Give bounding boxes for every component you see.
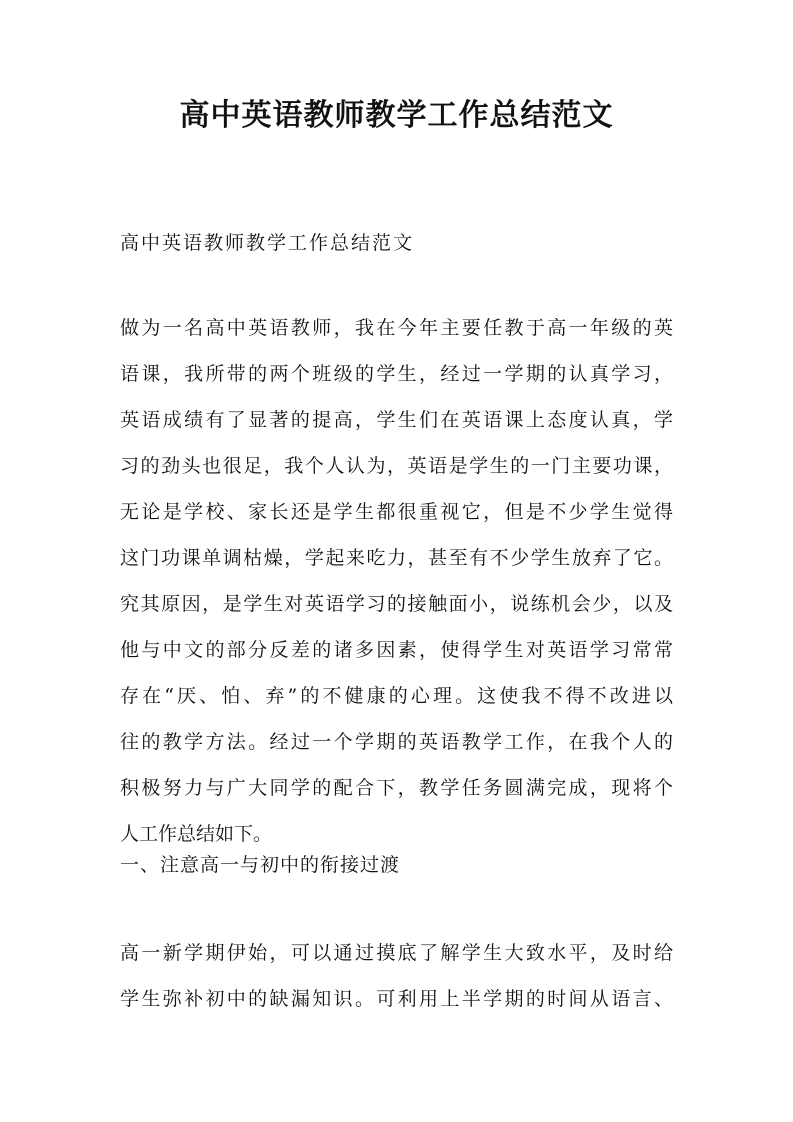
paragraph-line: 无论是学校、家长还是学生都很重视它，但是不少学生觉得: [120, 501, 673, 523]
paragraph-line: 人工作总结如下。: [120, 823, 273, 845]
section-heading: 一、注意高一与初中的衔接过渡: [120, 854, 401, 876]
paragraph-line: 往的教学方法。经过一个学期的英语教学工作，在我个人的: [120, 731, 673, 753]
paragraph-line: 英语成绩有了显著的提高，学生们在英语课上态度认真，学: [120, 409, 673, 431]
paragraph-section-one: [120, 930, 673, 1022]
paragraph-line: 这门功课单调枯燥，学起来吃力，甚至有不少学生放弃了它。: [120, 547, 673, 569]
paragraph-line: 他与中文的部分反差的诸多因素，使得学生对英语学习常常: [120, 639, 673, 661]
paragraph-line: 习的劲头也很足，我个人认为，英语是学生的一门主要功课，: [120, 455, 673, 477]
paragraph-line: 积极努力与广大同学的配合下，教学任务圆满完成，现将个: [120, 777, 673, 799]
paragraph-line: 高一新学期伊始，可以通过摸底了解学生大致水平，及时给: [120, 942, 673, 964]
paragraph-line: 做为一名高中英语教师，我在今年主要任教于高一年级的英: [120, 317, 673, 339]
document-subtitle: 高中英语教师教学工作总结范文: [120, 232, 415, 254]
paragraph-line: 语课，我所带的两个班级的学生，经过一学期的认真学习，: [120, 363, 673, 385]
paragraph-intro: [120, 305, 673, 857]
paragraph-line: 存在“厌、怕、弃”的不健康的心理。这使我不得不改进以: [120, 685, 673, 707]
paragraph-line: 学生弥补初中的缺漏知识。可利用上半学期的时间从语言、: [120, 988, 673, 1010]
paragraph-line: 究其原因，是学生对英语学习的接触面小，说练机会少，以及: [120, 593, 673, 615]
document-title: 高中英语教师教学工作总结范文: [179, 98, 614, 133]
